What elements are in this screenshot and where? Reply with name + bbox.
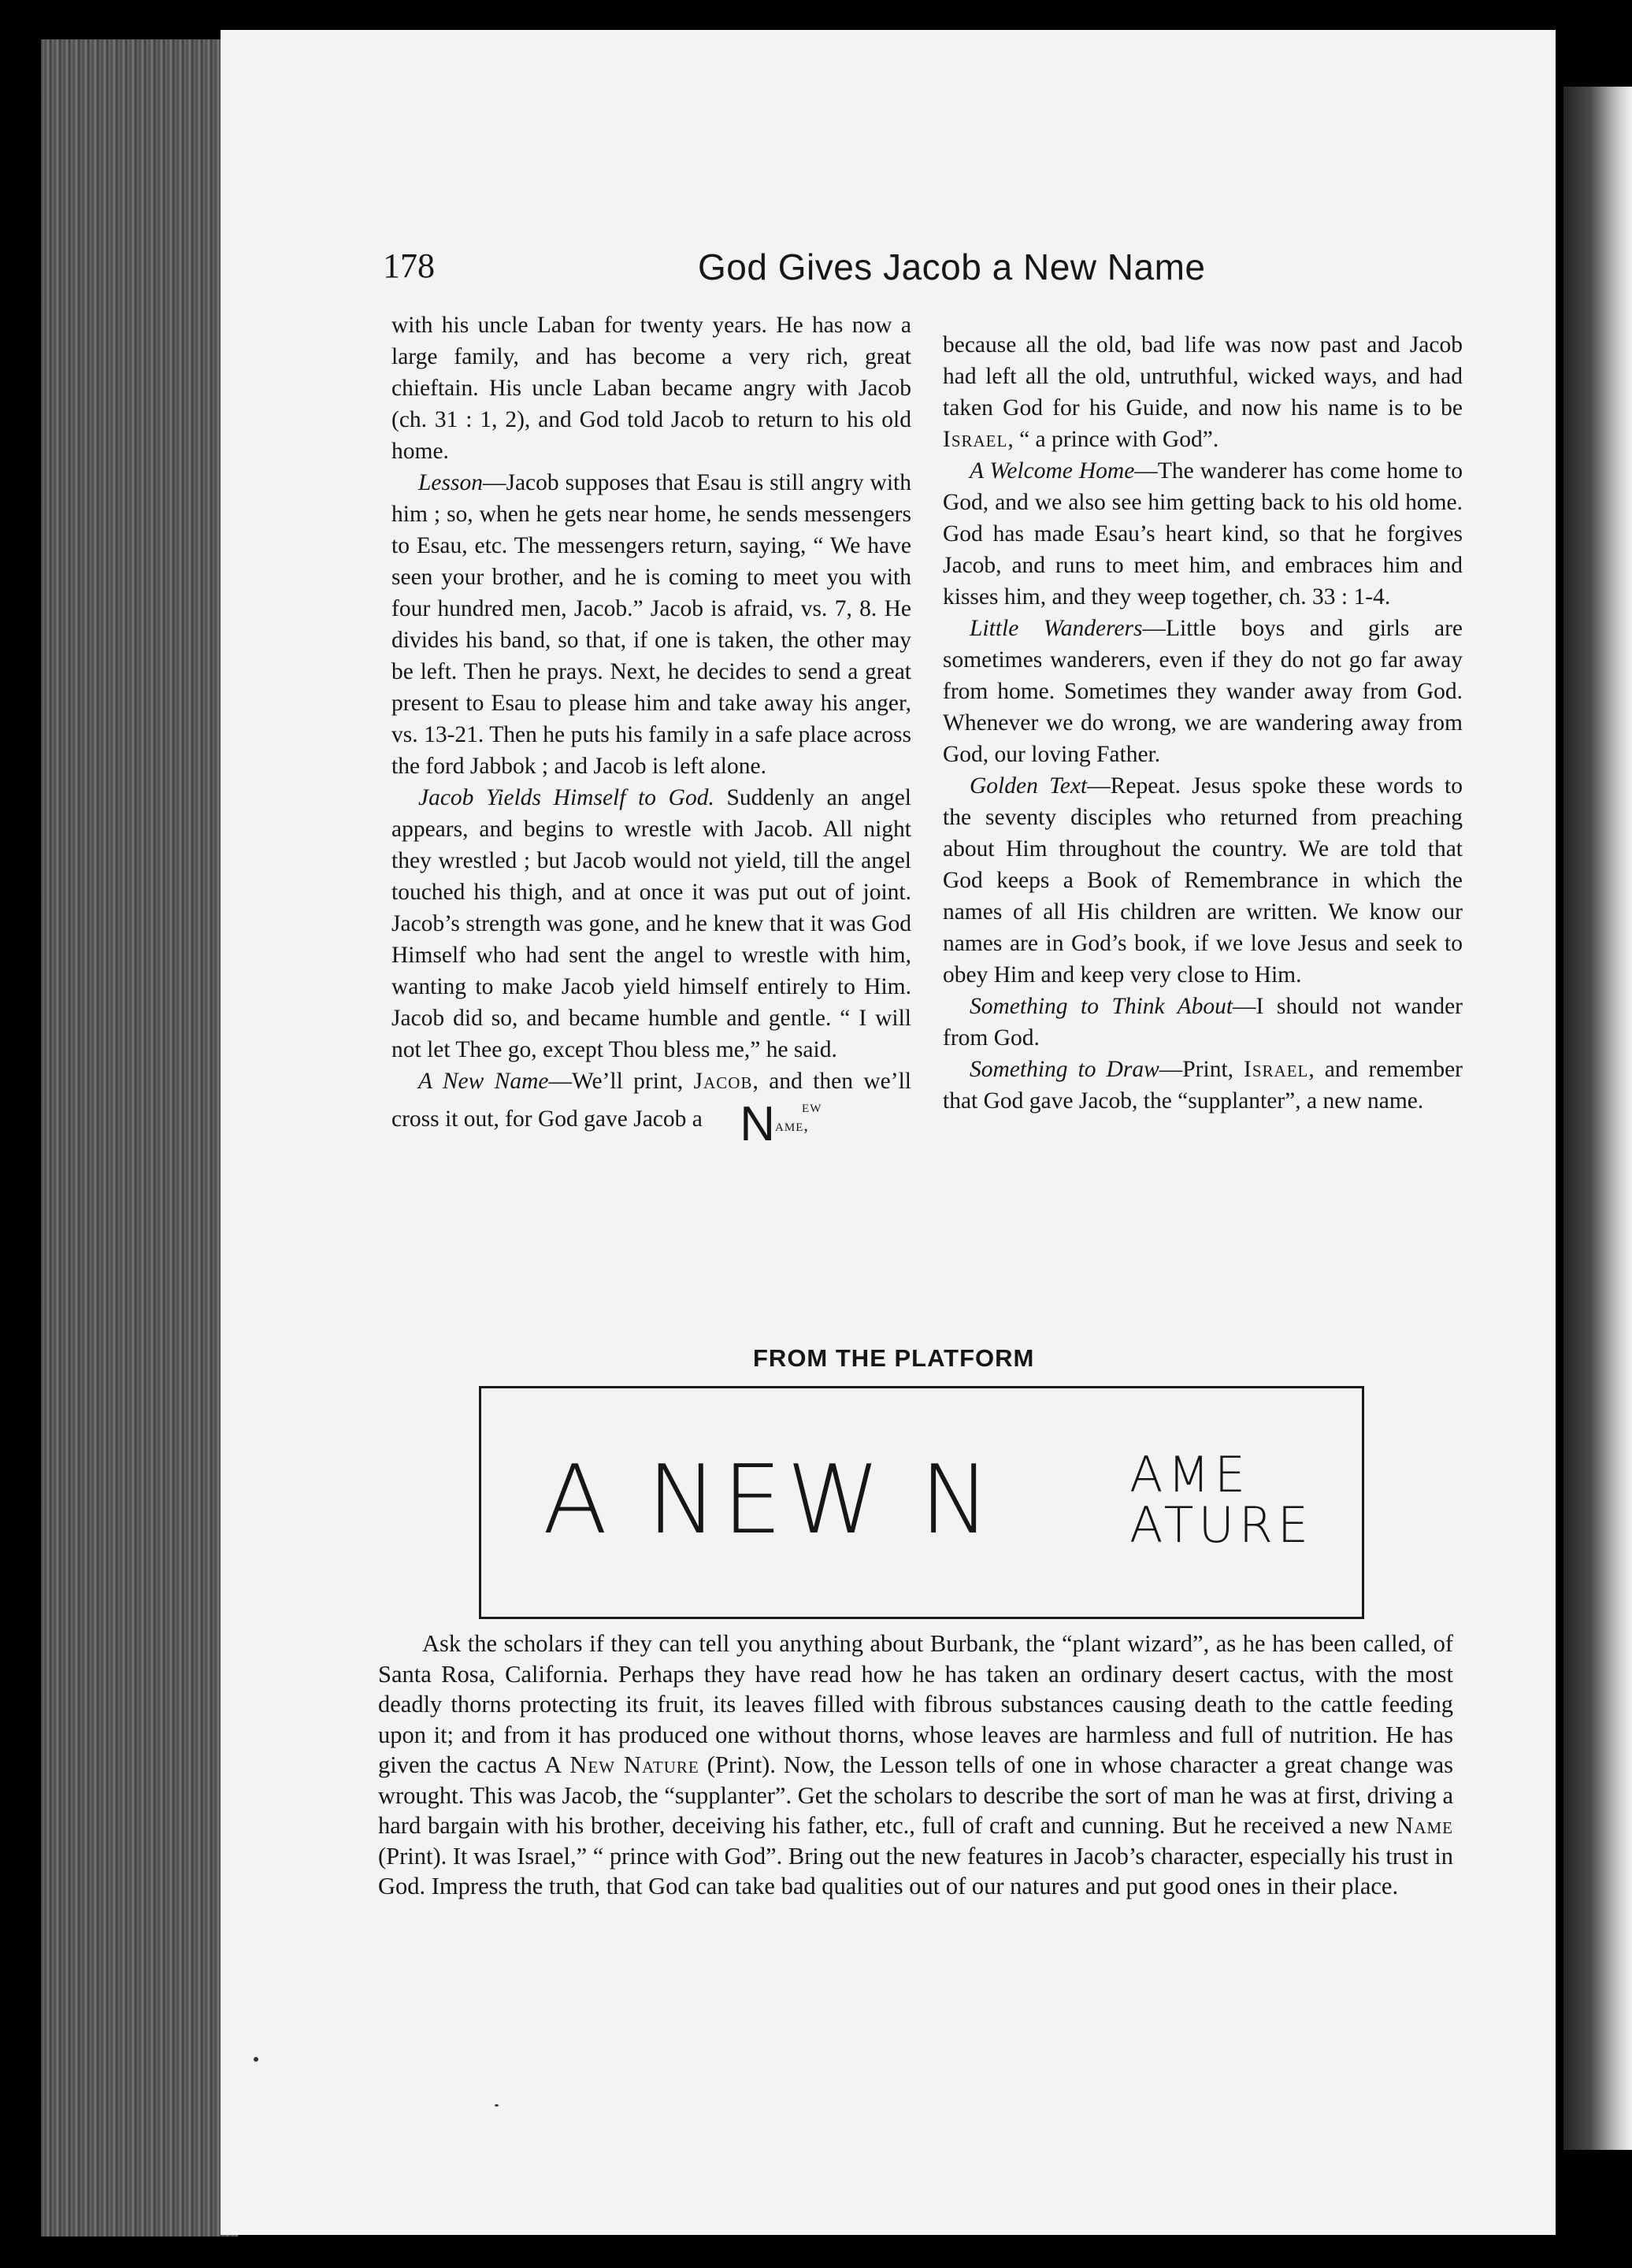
stacked-letters <box>775 1097 822 1135</box>
paragraph-text: —We’ll print, <box>548 1069 694 1094</box>
jacob-word: Jacob <box>693 1069 753 1094</box>
page-title: God Gives Jacob a New Name <box>698 246 1206 287</box>
left-column <box>391 309 911 1149</box>
paragraph <box>943 329 1463 455</box>
paragraph-text: —The wanderer has come home to God, and we also see him getting back to his old home. God has made Esau’s heart kind, so that he forgives Jacob, and runs to meet him, and embraces him and kisses him, and they weep together, ch. 33 : 1-4. <box>943 458 1463 610</box>
page-number: 178 <box>383 246 435 285</box>
paragraph-text: , “ a prince with God”. <box>1007 427 1219 452</box>
paragraph-text: with his uncle Laban for twenty years. He has now a large family, and has become a very rich, great chieftain. His uncle Laban became angry with Jacob (ch. 31 : 1, 2), and God told Jacob to return to his old home. <box>391 313 911 464</box>
running-header <box>383 246 1485 301</box>
facing-page-edge <box>1563 87 1632 2150</box>
paragraph-jacob-yields <box>391 782 911 1065</box>
paragraph-text: (Print). Now, the Lesson tells of one in whose character a great change was wrought. This was Jacob, the “supplanter”. Get the scholars to describe the sort of man he was at first, driving a hard bargain with his brother, deceiving his father, etc., full of craft and cunning. But he received a new <box>378 1751 1453 1839</box>
big-n-letter: N <box>740 1097 776 1151</box>
board-line-name: AME <box>1129 1446 1251 1503</box>
paragraph <box>378 1629 1453 1902</box>
israel-word: Israel <box>943 427 1008 452</box>
paragraph-label: Jacob Yields Himself to God. <box>418 785 714 810</box>
board-line-nature: ATURE <box>1129 1496 1314 1554</box>
new-nature-word: A New Nature <box>544 1751 699 1778</box>
name-word: Name <box>1396 1812 1453 1839</box>
ink-speck <box>495 2104 499 2107</box>
paragraph-text: Ask the scholars if they can tell you anything about Burbank, the “plant wizard”, as he has been called, of Santa Rosa, California. Perhaps they have read how he has taken an ordinary desert cactus, with the most deadly thorns protecting its fruit, its leaves filled with fibrous substances causing death to the cattle feeding upon it; and from it has produced one without thorns, whose leaves are harmless and full of nutrition. He has given the cactus <box>378 1630 1453 1778</box>
paragraph-label: Little Wanderers <box>970 616 1143 641</box>
right-column <box>943 329 1463 1117</box>
paragraph-golden-text <box>943 770 1463 991</box>
ink-speck <box>254 2057 258 2062</box>
paragraph-label: Something to Think About <box>970 994 1233 1019</box>
paragraph-text: Suddenly an angel appears, and begins to wrestle with Jacob. All night they wrestled ; but Jacob would not yield, till the angel touched his thigh, and at once it was put out of joint. Jacob’s strength was gone, and he knew that it was God Himself who had sent the angel to wrestle with him, wanting to make Jacob yield himself entirely to Him. Jacob did so, and became humble and gentle. “ I will not let Thee go, except Thou bless me,” he said. <box>391 785 911 1062</box>
paragraph-label: Something to Draw <box>970 1057 1159 1082</box>
paragraph-text: —I should not wander from God. <box>943 994 1463 1051</box>
paragraph-think-about <box>943 991 1463 1054</box>
paragraph-text: (Print). It was Israel,” “ prince with God”. Bring out the new features in Jacob’s character, especially his trust in God. Impress the truth, that God can take bad qualities out of our natures and put good ones in their place. <box>378 1842 1453 1899</box>
platform-heading: FROM THE PLATFORM <box>753 1344 1035 1372</box>
paragraph-label: A New Name <box>418 1069 549 1094</box>
paragraph-text: , and then we’ll cross it out, for God gave Jacob a <box>391 1069 911 1132</box>
platform-board <box>479 1386 1364 1619</box>
paragraph-lesson <box>391 467 911 782</box>
paragraph <box>391 309 911 467</box>
paragraph-label: A Welcome Home <box>970 458 1135 484</box>
israel-word: Israel <box>1244 1057 1309 1082</box>
board-main-text: A NEW N <box>543 1446 996 1555</box>
paragraph-little-wanderers <box>943 613 1463 770</box>
platform-instructions <box>378 1629 1453 1902</box>
paragraph-welcome-home <box>943 455 1463 613</box>
paragraph-label: Lesson <box>418 470 483 495</box>
paragraph-text: —Repeat. Jesus spoke these words to the seventy disciples who returned from preaching about Him throughout the country. We are told that God keeps a Book of Remembrance in which the names of all His children are written. We know our names are in God’s book, if we love Jesus and seek to obey Him and keep very close to Him. <box>943 773 1463 988</box>
paragraph-label: Golden Text <box>970 773 1088 799</box>
board-stacked-text <box>1129 1446 1314 1554</box>
paragraph-text: because all the old, bad life was now past and Jacob had left all the old, untruthful, wicked ways, and had taken God for his Guide, and now his name is to be <box>943 332 1463 421</box>
paragraph-text: , and remember that God gave Jacob, the “supplanter”, a new name. <box>943 1057 1463 1114</box>
paragraph-text: —Jacob supposes that Esau is still angry with him ; so, when he gets near home, he sends messengers to Esau, etc. The messengers return, saying, “ We have seen your brother, and he is coming to meet you with four hundred men, Jacob.” Jacob is afraid, vs. 7, 8. He divides his band, so that, if one is taken, the other may be left. Then he prays. Next, he decides to send a great present to Esau to please him and take away his anger, vs. 13-21. Then he puts his family in a safe place across the ford Jabbok ; and Jacob is left alone. <box>391 470 911 779</box>
paragraph-text: —Print, <box>1159 1057 1244 1082</box>
paragraph-something-to-draw <box>943 1054 1463 1117</box>
book-page-edges <box>41 39 238 2236</box>
paragraph-text: —Little boys and girls are sometimes wanderers, even if they do not go far away from home. Sometimes they wander away from God. Whenever we do wrong, we are wandering away from God, our loving Father. <box>943 616 1463 767</box>
stack-top: ew <box>802 1096 822 1116</box>
stack-bottom: ame, <box>775 1115 809 1135</box>
paragraph-new-name <box>391 1065 911 1149</box>
